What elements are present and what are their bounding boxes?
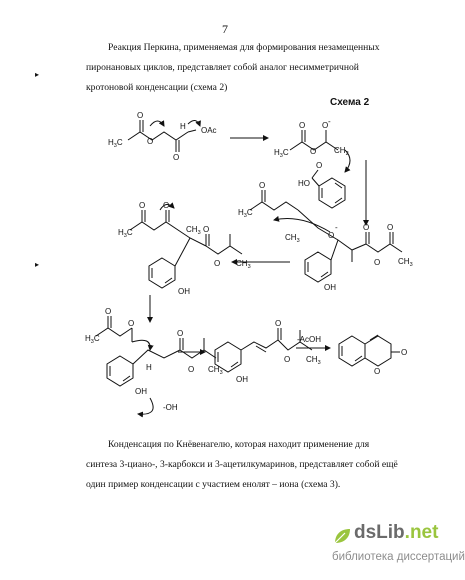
atom-label: O <box>401 348 408 357</box>
atom-label: O <box>137 111 144 120</box>
atom-label: O <box>105 307 112 316</box>
charge-label: - <box>335 223 338 232</box>
atom-label: $H_3C$ <box>118 228 133 239</box>
atom-label: O <box>299 121 306 130</box>
paragraph-line: Конденсация по Кнёвенагелю, которая находит применение для <box>108 439 370 450</box>
watermark-logo: dsLib.net <box>354 522 439 543</box>
atom-label: O <box>188 365 195 374</box>
margin-mark: ▸ <box>35 70 40 79</box>
atom-label: $CH_3$ <box>398 257 413 268</box>
atom-label: $H_3C$ <box>238 208 253 219</box>
atom-label: O <box>177 329 184 338</box>
atom-label: $H_3C$ <box>108 138 123 149</box>
acetylated-intermediate <box>130 204 242 288</box>
atom-label: $CH_3$ <box>285 233 300 244</box>
atom-label: O <box>275 319 282 328</box>
atom-label: O <box>316 161 323 170</box>
atom-label: $H_3C$ <box>274 148 289 159</box>
coumarin-molecule <box>339 335 400 366</box>
atom-label: H <box>146 363 152 372</box>
atom-label: O <box>328 231 335 240</box>
atom-label: $CH_3$ <box>186 225 201 236</box>
atom-label: O <box>147 137 154 146</box>
atom-label: O <box>214 259 221 268</box>
atom-label: OH <box>236 375 248 384</box>
atom-label: O <box>128 319 135 328</box>
scheme-title: Схема 2 <box>330 97 370 108</box>
reagent-label: -AcOH <box>297 335 321 344</box>
atom-label: O <box>203 225 210 234</box>
atom-label: O <box>310 147 317 156</box>
charge-label: - <box>328 117 331 126</box>
atom-label: O <box>259 181 266 190</box>
elimination-substrate <box>96 316 216 414</box>
atom-label: $CH_3$ <box>236 259 251 270</box>
atom-label: HO <box>298 179 310 188</box>
atom-label: $CH_2$ <box>334 146 349 157</box>
atom-label: OH <box>135 387 147 396</box>
atom-label: OH <box>178 287 190 296</box>
atom-label: O <box>284 355 291 364</box>
atom-label: O <box>173 153 180 162</box>
atom-label: O <box>322 121 329 130</box>
dslib-watermark[interactable] <box>330 520 465 576</box>
atom-label: O <box>139 201 146 210</box>
paragraph-line: синтеза 3-циано-, 3-карбокси и 3-ацетилкумаринов, представляет собой ещё <box>86 459 398 470</box>
atom-label: O <box>387 223 394 232</box>
salicylaldehyde-ring <box>312 170 345 208</box>
paragraph-line: Реакция Перкина, применяемая для формирования незамещенных <box>108 42 380 53</box>
paragraph-line: кротоновой конденсации (схема 2) <box>86 82 228 93</box>
atom-label: O <box>374 258 381 267</box>
atom-label: O <box>363 223 370 232</box>
atom-label: O <box>163 201 170 210</box>
atom-label: H <box>180 122 186 131</box>
leaf-icon <box>332 526 352 546</box>
atom-label: $CH_3$ <box>306 355 321 366</box>
margin-mark: ▸ <box>35 260 40 269</box>
paragraph-line: пиронановых циклов, представляет собой аналог несимметричной <box>86 62 359 73</box>
page-number: 7 <box>222 22 228 36</box>
atom-label: OH <box>324 283 336 292</box>
paragraph-line: один пример конденсации с участием енолят – иона (схема 3). <box>86 479 341 490</box>
atom-label: $H_3C$ <box>85 334 100 345</box>
paragraph-knoevenagel <box>86 435 406 495</box>
acetic-anhydride-molecule <box>128 120 200 152</box>
atom-label: -OH <box>163 403 178 412</box>
watermark-subtitle: библиотека диссертаций <box>332 551 465 563</box>
atom-label: $CH_3$ <box>208 365 223 376</box>
atom-label: O <box>374 367 381 376</box>
atom-label: OAc <box>201 126 217 135</box>
